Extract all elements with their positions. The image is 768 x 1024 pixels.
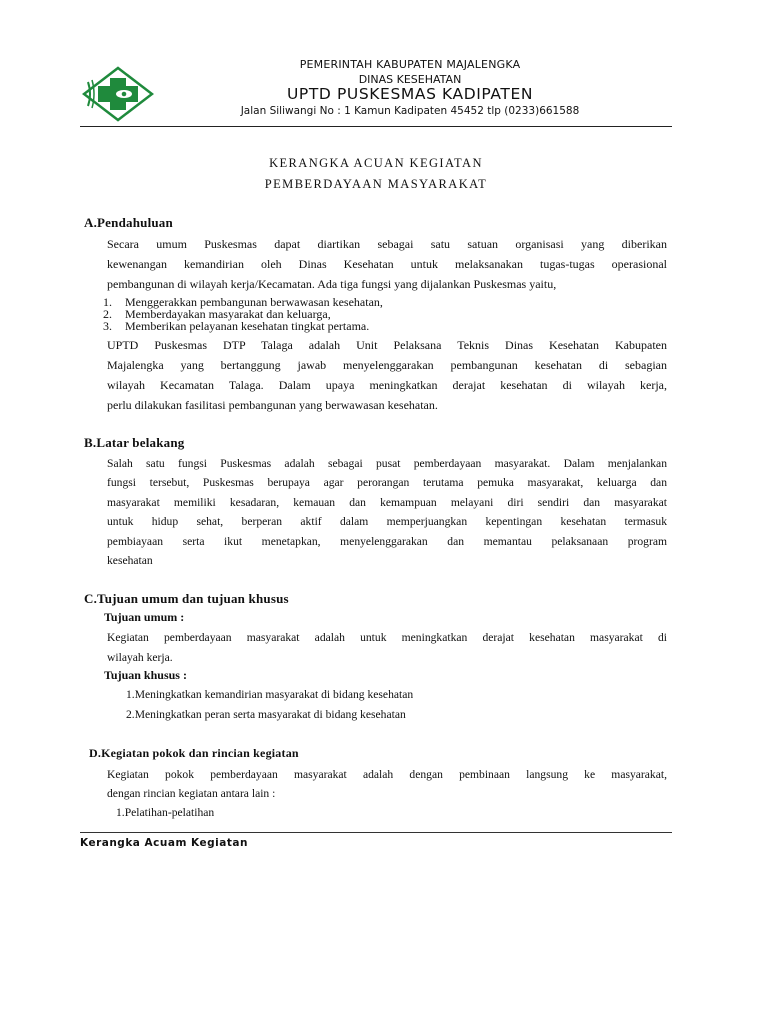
paragraph-line: masyarakat memiliki kesadaran, kemauan dan kemampuan melayani diri sendiri dan masyarakat xyxy=(107,495,667,509)
section-a-paragraph-1 xyxy=(107,234,667,294)
puskesmas-logo xyxy=(82,66,154,122)
activity-item-1: 1.Pelatihan-pelatihan xyxy=(116,806,215,819)
section-a-function-list xyxy=(103,296,383,332)
specific-objective-item-2: 2.Meningkatkan peran serta masyarakat di bidang kesehatan xyxy=(126,708,406,721)
paragraph-line: pembangunan di wilayah kerja/Kecamatan. Ada tiga fungsi yang dijalankan Puskesmas yaitu, xyxy=(107,277,557,291)
paragraph-line: dengan rincian kegiatan antara lain : xyxy=(107,787,276,800)
list-number: 3. xyxy=(103,319,112,333)
section-c-heading: C.Tujuan umum dan tujuan khusus xyxy=(84,591,289,606)
list-text: Menggerakkan pembangunan berwawasan kesehatan, xyxy=(125,295,383,309)
section-d-heading: D.Kegiatan pokok dan rincian kegiatan xyxy=(89,746,299,760)
paragraph-line: untuk hidup sehat, berperan aktif dalam memperjuangkan kepentingan kesehatan termasuk xyxy=(107,515,667,529)
header-rule xyxy=(80,126,672,127)
list-number: 1. xyxy=(103,295,112,309)
page-footer: Kerangka Acuam Kegiatan xyxy=(80,837,248,849)
paragraph-line: fungsi tersebut, Puskesmas berupaya agar perorangan terutama pemuka masyarakat, keluarga dan xyxy=(107,476,667,490)
section-d-paragraph xyxy=(107,765,667,803)
paragraph-line: Kegiatan pokok pemberdayaan masyarakat adalah dengan pembinaan langsung ke masyarakat, xyxy=(107,768,667,781)
paragraph-line: Secara umum Puskesmas dapat diartikan sebagai satu satuan organisasi yang diberikan xyxy=(107,237,667,251)
paragraph-line: kewenangan kemandirian oleh Dinas Kesehatan untuk melaksanakan tugas-tugas operasional xyxy=(107,257,667,271)
paragraph-line: UPTD Puskesmas DTP Talaga adalah Unit Pelaksana Teknis Dinas Kesehatan Kabupaten xyxy=(107,338,667,352)
header-address: Jalan Siliwangi No : 1 Kamun Kadipaten 45452 tlp (0233)661588 xyxy=(240,105,580,117)
paragraph-line: pembiayaan serta ikut menetapkan, menyelenggarakan dan memantau pelaksanaan program xyxy=(107,534,667,548)
header-department: DINAS KESEHATAN xyxy=(358,73,462,86)
section-a-heading: A.Pendahuluan xyxy=(84,215,173,230)
paragraph-line: kesehatan xyxy=(107,554,153,568)
paragraph-line: Salah satu fungsi Puskesmas adalah sebagai pusat pemberdayaan masyarakat. Dalam menjalankan xyxy=(107,457,667,470)
section-a-paragraph-2 xyxy=(107,335,667,415)
general-objective-text xyxy=(107,628,667,668)
list-text: Memberikan pelayanan kesehatan tingkat pertama. xyxy=(125,319,370,333)
list-text: Memberdayakan masyarakat dan keluarga, xyxy=(125,307,331,321)
list-number: 2. xyxy=(103,307,112,321)
document-subtitle: PEMBERDAYAAN MASYARAKAT xyxy=(264,177,488,191)
specific-objective-item-1: 1.Meningkatkan kemandirian masyarakat di bidang kesehatan xyxy=(126,688,414,701)
paragraph-line: Majalengka yang bertanggung jawab menyelenggarakan pembangunan kesehatan di sebagian xyxy=(107,358,667,372)
paragraph-line: Kegiatan pemberdayaan masyarakat adalah untuk meningkatkan derajat kesehatan masyarakat di xyxy=(107,631,667,644)
paragraph-line: perlu dilakukan fasilitasi pembangunan yang berwawasan kesehatan. xyxy=(107,398,438,412)
header-institution: UPTD PUSKESMAS KADIPATEN xyxy=(286,85,534,103)
header-government: PEMERINTAH KABUPATEN MAJALENGKA xyxy=(299,58,521,71)
section-b-heading: B.Latar belakang xyxy=(84,435,185,450)
section-b-paragraph xyxy=(107,454,667,570)
paragraph-line: wilayah Kecamatan Talaga. Dalam upaya meningkatkan derajat kesehatan di wilayah kerja, xyxy=(107,378,667,392)
list-item xyxy=(103,320,383,332)
footer-rule xyxy=(80,832,672,833)
general-objective-label: Tujuan umum : xyxy=(104,610,185,624)
specific-objective-label: Tujuan khusus : xyxy=(104,668,187,682)
paragraph-line: wilayah kerja. xyxy=(107,651,173,664)
document-title: KERANGKA ACUAN KEGIATAN xyxy=(269,156,483,170)
